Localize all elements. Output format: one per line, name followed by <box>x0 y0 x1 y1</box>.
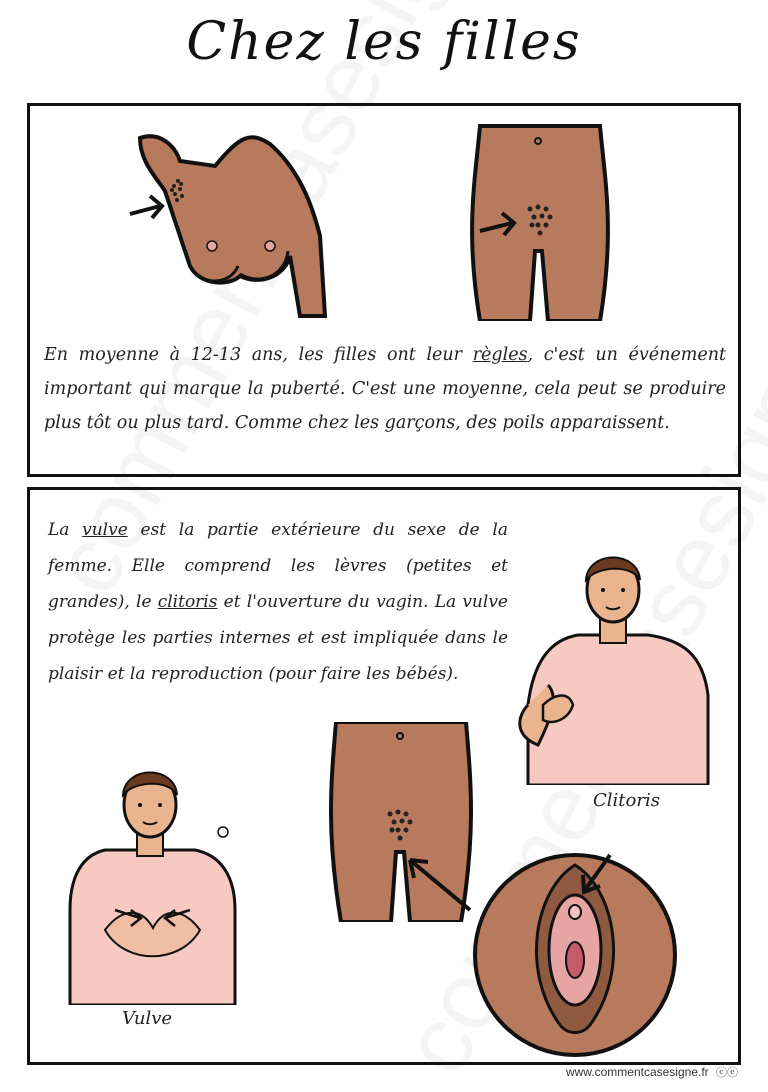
breasts-illustration <box>120 126 330 326</box>
puberty-panel <box>27 103 741 477</box>
signer-vulve-illustration <box>65 760 240 1005</box>
signer-clitoris-illustration <box>508 545 718 785</box>
footer <box>566 1064 738 1080</box>
vulva-panel <box>27 487 741 1065</box>
puberty-text: En moyenne à 12-13 ans, les filles ont leur règles, c'est un événement important qui marque la puberté. C'est une moyenne, cela peut se produire plus tôt ou plus tard. Comme chez les garçons, des poils apparaissent. <box>44 345 727 433</box>
cc-license-icon: ⓒⓔ <box>716 1067 738 1079</box>
vulva-zoom-illustration <box>400 820 680 1060</box>
footer-site-link[interactable]: www.commentcasesigne.fr <box>565 1065 709 1079</box>
vulva-text: La vulve est la partie extérieure du sexe de la femme. Elle comprend les lèvres (petites et grandes), le clitoris et l'ouverture du vagin. La vulve protège les parties internes et est impliquée dans le plaisir et la reproduction (pour faire les bébés). <box>48 520 508 684</box>
page-title: Chez les filles <box>186 12 582 72</box>
clitoris-term: clitoris <box>157 592 218 612</box>
regles-term: règles <box>472 345 528 365</box>
vulve-term: vulve <box>82 520 128 540</box>
label-clitoris: Clitoris <box>593 790 660 811</box>
hips-illustration <box>460 121 620 321</box>
label-vulve: Vulve <box>122 1008 173 1029</box>
